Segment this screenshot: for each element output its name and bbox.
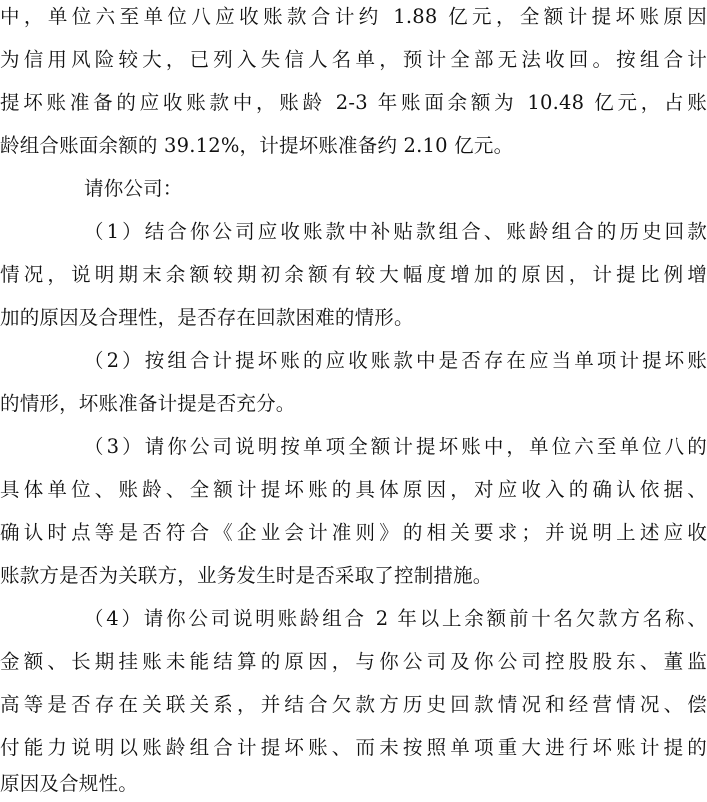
item-4-line: 高等是否存在关联关系，并结合欠款方历史回款情况和经营情况、偿 [0,693,707,716]
paragraph-line: 中，单位六至单位八应收账款合计约 1.88 亿元，全额计提坏账原因 [0,5,707,28]
item-2-line: （2）按组合计提坏账的应收账款中是否存在应当单项计提坏账 [84,349,707,372]
item-3-line: 确认时点等是否符合《企业会计准则》的相关要求；并说明上述应收 [0,521,707,544]
item-4-line: 付能力说明以账龄组合计提坏账、而未按照单项重大进行坏账计提的 [0,736,707,759]
paragraph-line: 为信用风险较大，已列入失信人名单，预计全部无法收回。按组合计 [0,48,707,71]
item-1-line: （1）结合你公司应收账款中补贴款组合、账龄组合的历史回款 [84,220,707,243]
item-3-line: 具体单位、账龄、全额计提坏账的具体原因，对应收入的确认依据、 [0,478,707,501]
paragraph-line: 龄组合账面余额的 39.12%，计提坏账准备约 2.10 亿元。 [0,134,514,157]
item-1-line: 加的原因及合理性，是否存在回款困难的情形。 [0,306,414,329]
item-1-line: 情况，说明期末余额较期初余额有较大幅度增加的原因，计提比例增 [0,263,707,286]
item-3-line: 账款方是否为关联方，业务发生时是否采取了控制措施。 [0,564,493,587]
paragraph-line: 提坏账准备的应收账款中，账龄 2-3 年账面余额为 10.48 亿元，占账 [0,91,707,114]
item-4-line: 原因及合规性。 [0,772,138,795]
item-4-line: （4）请你公司说明账龄组合 2 年以上余额前十名欠款方名称、 [84,607,707,630]
item-3-line: （3）请你公司说明按单项全额计提坏账中，单位六至单位八的 [84,435,707,458]
item-4-line: 金额、长期挂账未能结算的原因，与你公司及你公司控股股东、董监 [0,650,707,673]
request-heading: 请你公司： [84,177,183,200]
item-2-line: 的情形，坏账准备计提是否充分。 [0,392,296,415]
